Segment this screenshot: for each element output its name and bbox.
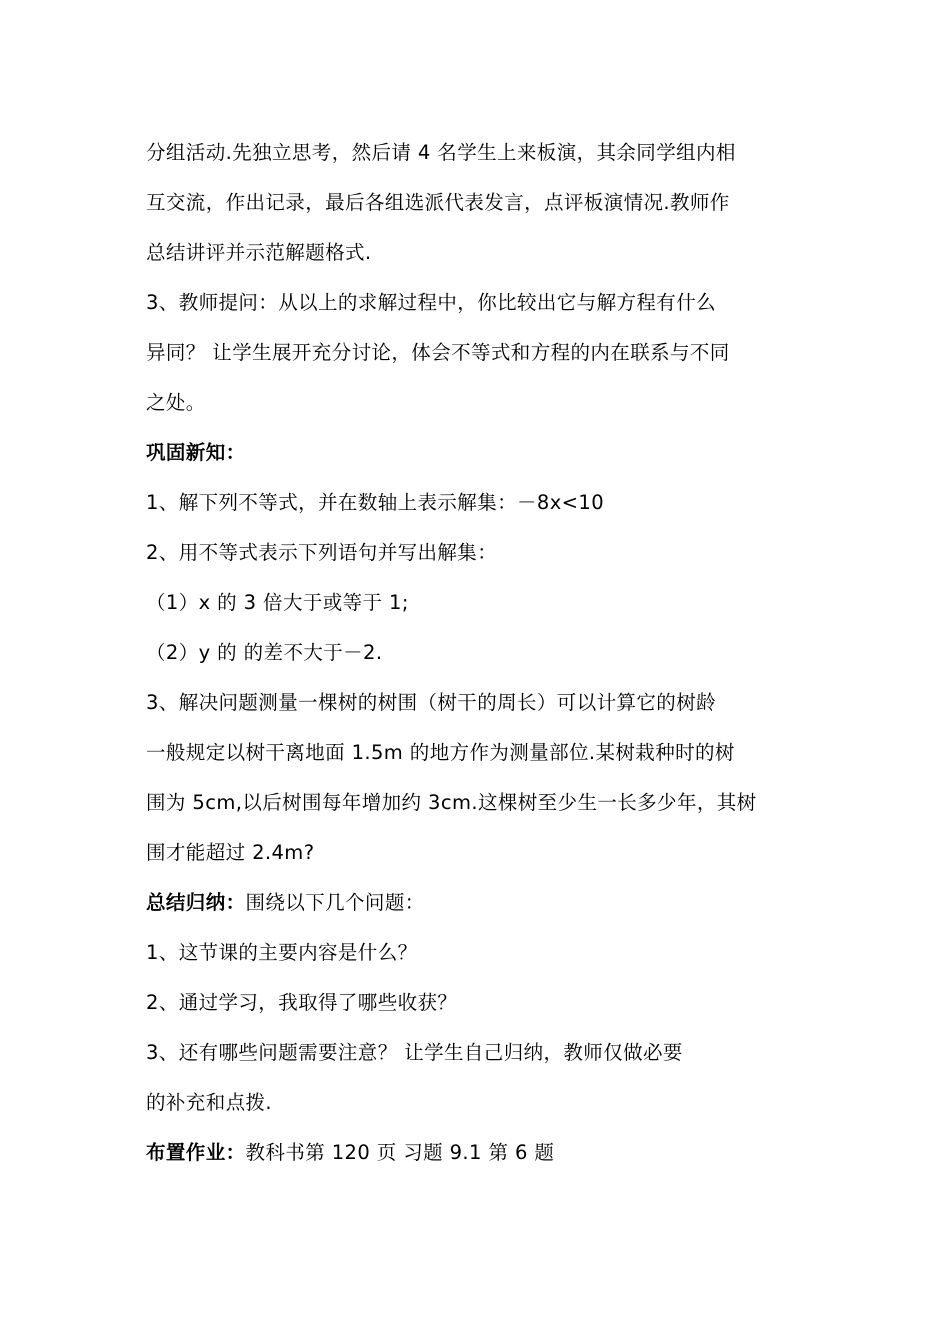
exercise-line: 3、解决问题测量一棵树的树围（树干的周长）可以计算它的树龄 (146, 691, 717, 714)
summary-item: 2、通过学习，我取得了哪些收获？ (146, 991, 458, 1014)
exercise-line: （2）y 的 的差不大于－2. (146, 641, 383, 664)
paragraph-line: 之处。 (146, 391, 206, 414)
paragraph-line: 异同？ 让学生展开充分讨论，体会不等式和方程的内在联系与不同 (146, 341, 730, 364)
exercise-line: （1）x 的 3 倍大于或等于 1; (146, 591, 409, 614)
exercise-line: 围才能超过 2.4m? (146, 841, 315, 864)
paragraph-line: 分组活动.先独立思考，然后请 4 名学生上来板演，其余同学组内相 (146, 141, 736, 164)
exercise-line: 一般规定以树干离地面 1.5m 的地方作为测量部位.某树栽种时的树 (146, 741, 735, 764)
section-heading-consolidate: 巩固新知： (146, 441, 246, 464)
paragraph-line: 3、教师提问：从以上的求解过程中，你比较出它与解方程有什么 (146, 291, 717, 314)
exercise-line: 围为 5cm,以后树围每年增加约 3cm.这棵树至少生一长多少年，其树 (146, 791, 757, 814)
summary-item: 3、还有哪些问题需要注意？ 让学生自己归纳，教师仅做必要 (146, 1041, 683, 1064)
exercise-line: 2、用不等式表示下列语句并写出解集： (146, 541, 498, 564)
exercise-line: 1、解下列不等式，并在数轴上表示解集：－8x<10 (146, 491, 605, 514)
paragraph-line: 总结讲评并示范解题格式. (146, 241, 372, 264)
section-heading-homework: 布置作业：教科书第 120 页 习题 9.1 第 6 题 (146, 1141, 555, 1164)
summary-item: 的补充和点拨. (146, 1091, 272, 1114)
paragraph-line: 互交流，作出记录，最后各组选派代表发言，点评板演情况.教师作 (146, 191, 730, 214)
section-heading-summary: 总结归纳：围绕以下几个问题： (146, 891, 425, 914)
summary-item: 1、这节课的主要内容是什么？ (146, 941, 418, 964)
